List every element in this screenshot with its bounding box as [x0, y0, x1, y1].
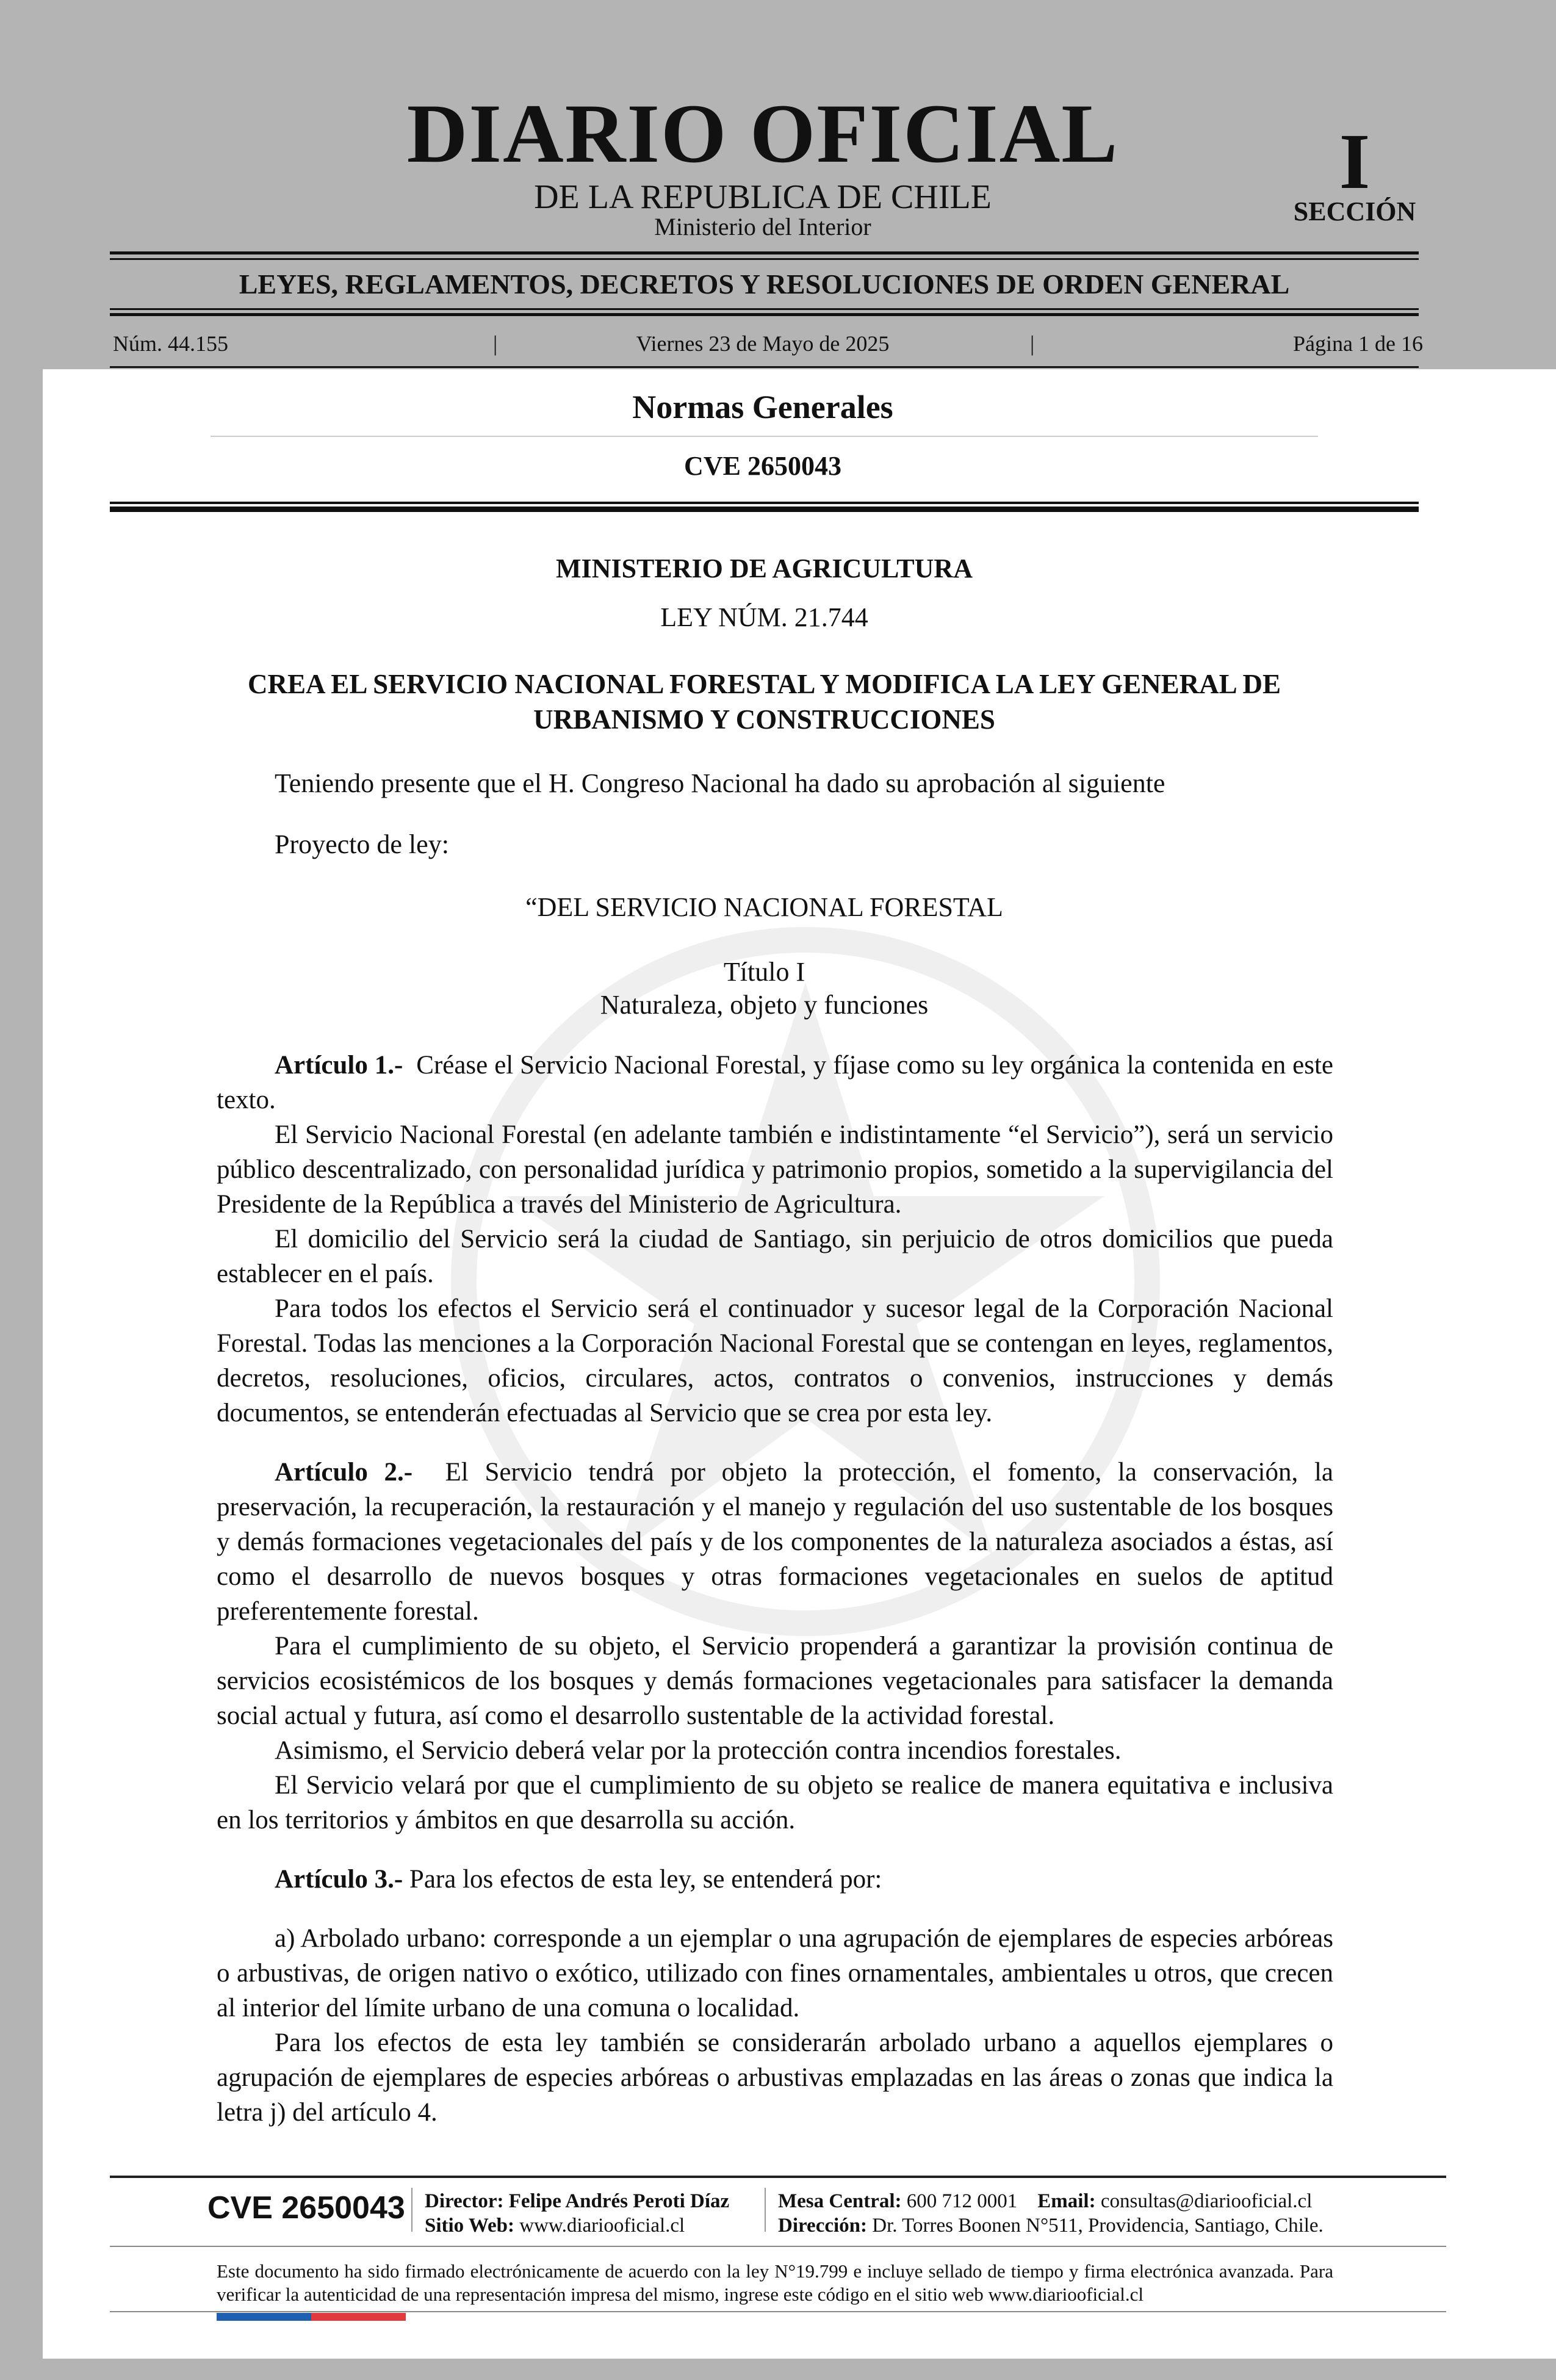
page-indicator: Página 1 de 16	[1293, 331, 1423, 356]
newspaper-subtitle: DE LA REPUBLICA DE CHILE	[534, 178, 992, 216]
article-3-item-a-paragraph-2: Para los efectos de esta ley también se considerarán arbolado urbano a aquellos ejemplares o agrupación de ejemplares de especies arbóreas o arbustivas emplazadas en las áreas o zonas que indica la letra j) del artículo 4.	[217, 2028, 1333, 2127]
footer-contact-block	[778, 2189, 1324, 2238]
banner-rule	[110, 313, 1419, 316]
cve-code: CVE 2650043	[684, 451, 841, 481]
banner-rule-thin	[110, 308, 1419, 310]
article-2-label: Artículo 2.-	[275, 1458, 413, 1487]
section-banner: LEYES, REGLAMENTOS, DECRETOS Y RESOLUCIONES DE ORDEN GENERAL	[239, 269, 1290, 300]
section-heading: Normas Generales	[632, 389, 893, 425]
section-label: SECCIÓN	[1293, 197, 1416, 226]
flag-bar-blue	[217, 2313, 311, 2321]
email-label: Email:	[1037, 2190, 1096, 2212]
article-1-paragraph-4: Para todos los efectos el Servicio será el continuador y sucesor legal de la Corporación Nacional Forestal. Todas las menciones a la Corporación Nacional Forestal que se contengan en leyes, reglamentos, decretos, resoluciones, oficios, circulares, actos, contratos o convenios, instrucciones y demás documentos, se entenderán efectuadas al Servicio que se crea por esta ley.	[217, 1294, 1333, 1427]
document-ministry: MINISTERIO DE AGRICULTURA	[556, 554, 973, 583]
website-link[interactable]: www.diariooficial.cl	[519, 2215, 685, 2237]
meta-separator-2: |	[1030, 331, 1035, 356]
flag-bar-red	[311, 2313, 406, 2321]
law-number: LEY NÚM. 21.744	[660, 602, 868, 632]
part-heading: “DEL SERVICIO NACIONAL FORESTAL	[525, 892, 1003, 922]
signature-note: Este documento ha sido firmado electrónicamente de acuerdo con la ley N°19.799 e incluye sellado de tiempo y firma electrónica avanzada. Para verificar la autenticidad de una representación impresa del mismo, ingrese este código en el sitio web www.diariooficial.cl	[217, 2260, 1333, 2305]
article-2-paragraph-4: El Servicio velará por que el cumplimiento de su objeto se realice de manera equitativa e inclusiva en los territorios y ámbitos en que desarrolla su acción.	[217, 1771, 1333, 1834]
masthead-rule-top-thin	[110, 258, 1419, 260]
article-2-text-1: El Servicio tendrá por objeto la protección, el fomento, la conservación, la preservación, la recuperación, la restauración y el manejo y regulación del uso sustentable de los bosques y demás formaciones vegetacionales del país y de los componentes de la naturaleza asociados a éstas, así como el desarrollo de nuevos bosques y otras formaciones vegetacionales en suelos de aptitud preferentemente forestal.	[217, 1458, 1333, 1626]
section-number: I	[1339, 118, 1371, 206]
issue-number: Núm. 44.155	[113, 331, 228, 356]
meta-rule	[110, 366, 1419, 368]
email-link[interactable]: consultas@diariooficial.cl	[1100, 2190, 1313, 2212]
issue-date: Viernes 23 de Mayo de 2025	[636, 331, 890, 356]
footer-divider-1	[411, 2188, 412, 2232]
title-number: Título I	[723, 957, 805, 987]
article-1-paragraph-3: El domicilio del Servicio será la ciudad de Santiago, sin perjuicio de otros domicilios que pueda establecer en el país.	[217, 1225, 1333, 1288]
intro-text: Teniendo presente que el H. Congreso Nacional ha dado su aprobación al siguiente	[275, 768, 1165, 798]
article-1-paragraph-2: El Servicio Nacional Forestal (en adelante también e indistintamente “el Servicio”), será un servicio público descentralizado, con personalidad jurídica y patrimonio propios, sometido a la supervigilancia del Presidente de la República a través del Ministerio de Agricultura.	[217, 1120, 1333, 1219]
footer-divider-2	[765, 2188, 766, 2232]
phone-value: 600 712 0001	[906, 2190, 1018, 2212]
masthead-rule-top	[110, 251, 1419, 254]
footer-bottom-rule	[110, 2311, 1446, 2312]
director-name: Felipe Andrés Peroti Díaz	[508, 2190, 730, 2212]
heading-divider	[211, 436, 1318, 437]
web-label: Sitio Web:	[425, 2215, 515, 2237]
article-1-paragraph-1	[217, 1048, 1333, 1117]
address-label: Dirección:	[778, 2215, 868, 2237]
title-heading	[110, 956, 1419, 1022]
footer-director-block	[425, 2189, 729, 2238]
title-name: Naturaleza, objeto y funciones	[600, 990, 929, 1020]
meta-separator-1: |	[493, 331, 498, 356]
law-title-line-1: CREA EL SERVICIO NACIONAL FORESTAL Y MODIFICA LA LEY GENERAL DE	[248, 669, 1281, 699]
article-body	[217, 1048, 1333, 2130]
director-label: Director:	[425, 2190, 504, 2212]
article-1-text-1: Créase el Servicio Nacional Forestal, y fíjase como su ley orgánica la contenida en este texto.	[217, 1051, 1334, 1114]
law-title	[110, 666, 1419, 737]
phone-label: Mesa Central:	[778, 2190, 902, 2212]
article-2-paragraph-2: Para el cumplimiento de su objeto, el Servicio propenderá a garantizar la provisión continua de servicios ecosistémicos de los bosques y demás formaciones vegetacionales para satisfacer la demanda social actual y futura, así como el desarrollo sustentable de la actividad forestal.	[217, 1632, 1333, 1730]
article-3-text-1: Para los efectos de esta ley, se entenderá por:	[409, 1865, 882, 1894]
footer-note-rule	[110, 2246, 1446, 2247]
footer-rule	[110, 2176, 1446, 2178]
address-value: Dr. Torres Boonen N°511, Providencia, Santiago, Chile.	[872, 2215, 1324, 2237]
header-rule-thick	[110, 507, 1419, 512]
law-title-line-2: URBANISMO Y CONSTRUCCIONES	[533, 704, 995, 735]
ministry-subtitle: Ministerio del Interior	[654, 213, 871, 240]
article-1-label: Artículo 1.-	[275, 1051, 403, 1080]
article-3-label: Artículo 3.-	[275, 1865, 403, 1894]
article-3-paragraph-1	[217, 1862, 1333, 1897]
footer-cve-code: CVE 2650043	[207, 2190, 405, 2226]
article-2-paragraph-1	[217, 1455, 1333, 1629]
newspaper-title: DIARIO OFICIAL	[406, 87, 1119, 180]
header-rule-thin	[110, 502, 1419, 504]
article-2-paragraph-3: Asimismo, el Servicio deberá velar por la protección contra incendios forestales.	[275, 1736, 1122, 1765]
proyecto-label: Proyecto de ley:	[275, 829, 449, 859]
article-3-item-a: a) Arbolado urbano: corresponde a un ejemplar o una agrupación de ejemplares de especies arbóreas o arbustivas, de origen nativo o exótico, utilizado con fines ornamentales, ambientales u otros, que crecen al interior del límite urbano de una comuna o localidad.	[217, 1924, 1333, 2022]
